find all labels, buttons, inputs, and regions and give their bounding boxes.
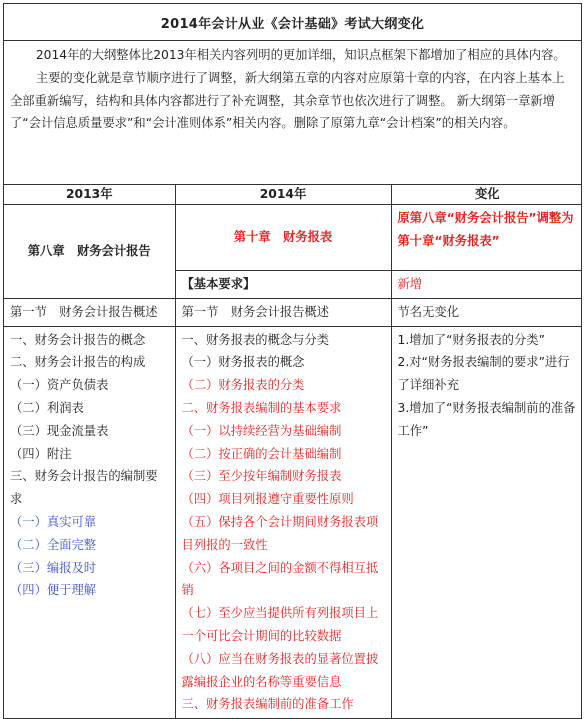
document-frame	[3, 3, 582, 719]
content-change	[391, 326, 582, 719]
requirement-2014: 【基本要求】	[175, 271, 391, 299]
list-item: 1.增加了“财务报表的分类”	[397, 332, 545, 347]
list-item: 3.增加了“财务报表编制前的准备工作”	[397, 400, 576, 438]
chapter-2013: 第八章 财务会计报告	[4, 205, 175, 299]
section-2014: 第一节 财务会计报告概述	[175, 298, 391, 326]
list-item: （三）现金流量表	[10, 423, 109, 438]
chapter-row	[4, 205, 582, 271]
list-item: （一）财务报表的概念	[181, 355, 305, 370]
chapter-change: 原第八章“财务会计报告”调整为第十章“财务报表”	[391, 205, 582, 271]
list-item: 二、财务会计报告的构成	[10, 355, 146, 370]
list-item: （一）以持续经营为基础编制	[181, 423, 342, 438]
header-2014: 2014年	[175, 185, 391, 205]
list-item: （二）利润表	[10, 400, 84, 415]
list-item: （八）应当在财务报表的显著位置披露编报企业的名称等重要信息	[181, 651, 379, 689]
list-item: （四）便于理解	[10, 583, 97, 598]
content-row	[4, 326, 582, 719]
list-item: 三、财务会计报告的编制要求	[10, 469, 158, 507]
header-2013: 2013年	[4, 185, 175, 205]
list-item: （三）至少按年编制财务报表	[181, 469, 342, 484]
intro-section	[4, 41, 581, 185]
list-item: 一、财务报表的概念与分类	[181, 332, 330, 347]
list-item: 2.对“财务报表编制的要求”进行了详细补充	[397, 355, 570, 393]
list-item: 三、财务报表编制前的准备工作	[181, 697, 354, 712]
section-change: 节名无变化	[391, 298, 582, 326]
list-item: （四）项目列报遵守重要性原则	[181, 492, 354, 507]
list-item: （二）按正确的会计基础编制	[181, 446, 342, 461]
content-2014	[175, 326, 391, 719]
list-item: （一）真实可靠	[10, 514, 97, 529]
content-2013	[4, 326, 175, 719]
list-item: （三）编报及时	[10, 560, 97, 575]
list-item: （六）各项目之间的金额不得相互抵销	[181, 560, 379, 598]
list-item: （四）附注	[10, 446, 72, 461]
section-row	[4, 298, 582, 326]
list-item: （七）至少应当提供所有列报项目上一个可比会计期间的比较数据	[181, 606, 379, 643]
list-item: 二、财务报表编制的基本要求	[181, 400, 342, 415]
list-item: （二）财务报表的分类	[181, 378, 305, 393]
intro-paragraph-2: 主要的变化就是章节顺序进行了调整，新大纲第五章的内容对应原第十章的内容，在内容上基本上全部重新编写，结构和具体内容都进行了补充调整，其余章节也依次进行了调整。 新大纲第一章新增了“会计信息质量要求”和“会计准则体系”相关内容。删除了原第九章“会计档案”的相关内容。	[10, 70, 565, 131]
requirement-change: 新增	[391, 271, 582, 299]
comparison-table	[4, 185, 582, 719]
section-2013: 第一节 财务会计报告概述	[4, 298, 175, 326]
list-item: （五）保持各个会计期间财务报表项目列报的一致性	[181, 514, 379, 552]
list-item: 一、财务会计报告的概念	[10, 332, 146, 347]
document-title: 2014年会计从业《会计基础》考试大纲变化	[4, 4, 581, 41]
list-item: （二）全面完整	[10, 537, 97, 552]
chapter-2014: 第十章 财务报表	[175, 205, 391, 271]
table-header-row	[4, 185, 582, 205]
intro-paragraph-1: 2014年的大纲整体比2013年相关内容列明的更加详细，知识点框架下都增加了相应的具体内容。	[35, 48, 566, 62]
header-change: 变化	[391, 185, 582, 205]
list-item: （一）资产负债表	[10, 378, 109, 393]
